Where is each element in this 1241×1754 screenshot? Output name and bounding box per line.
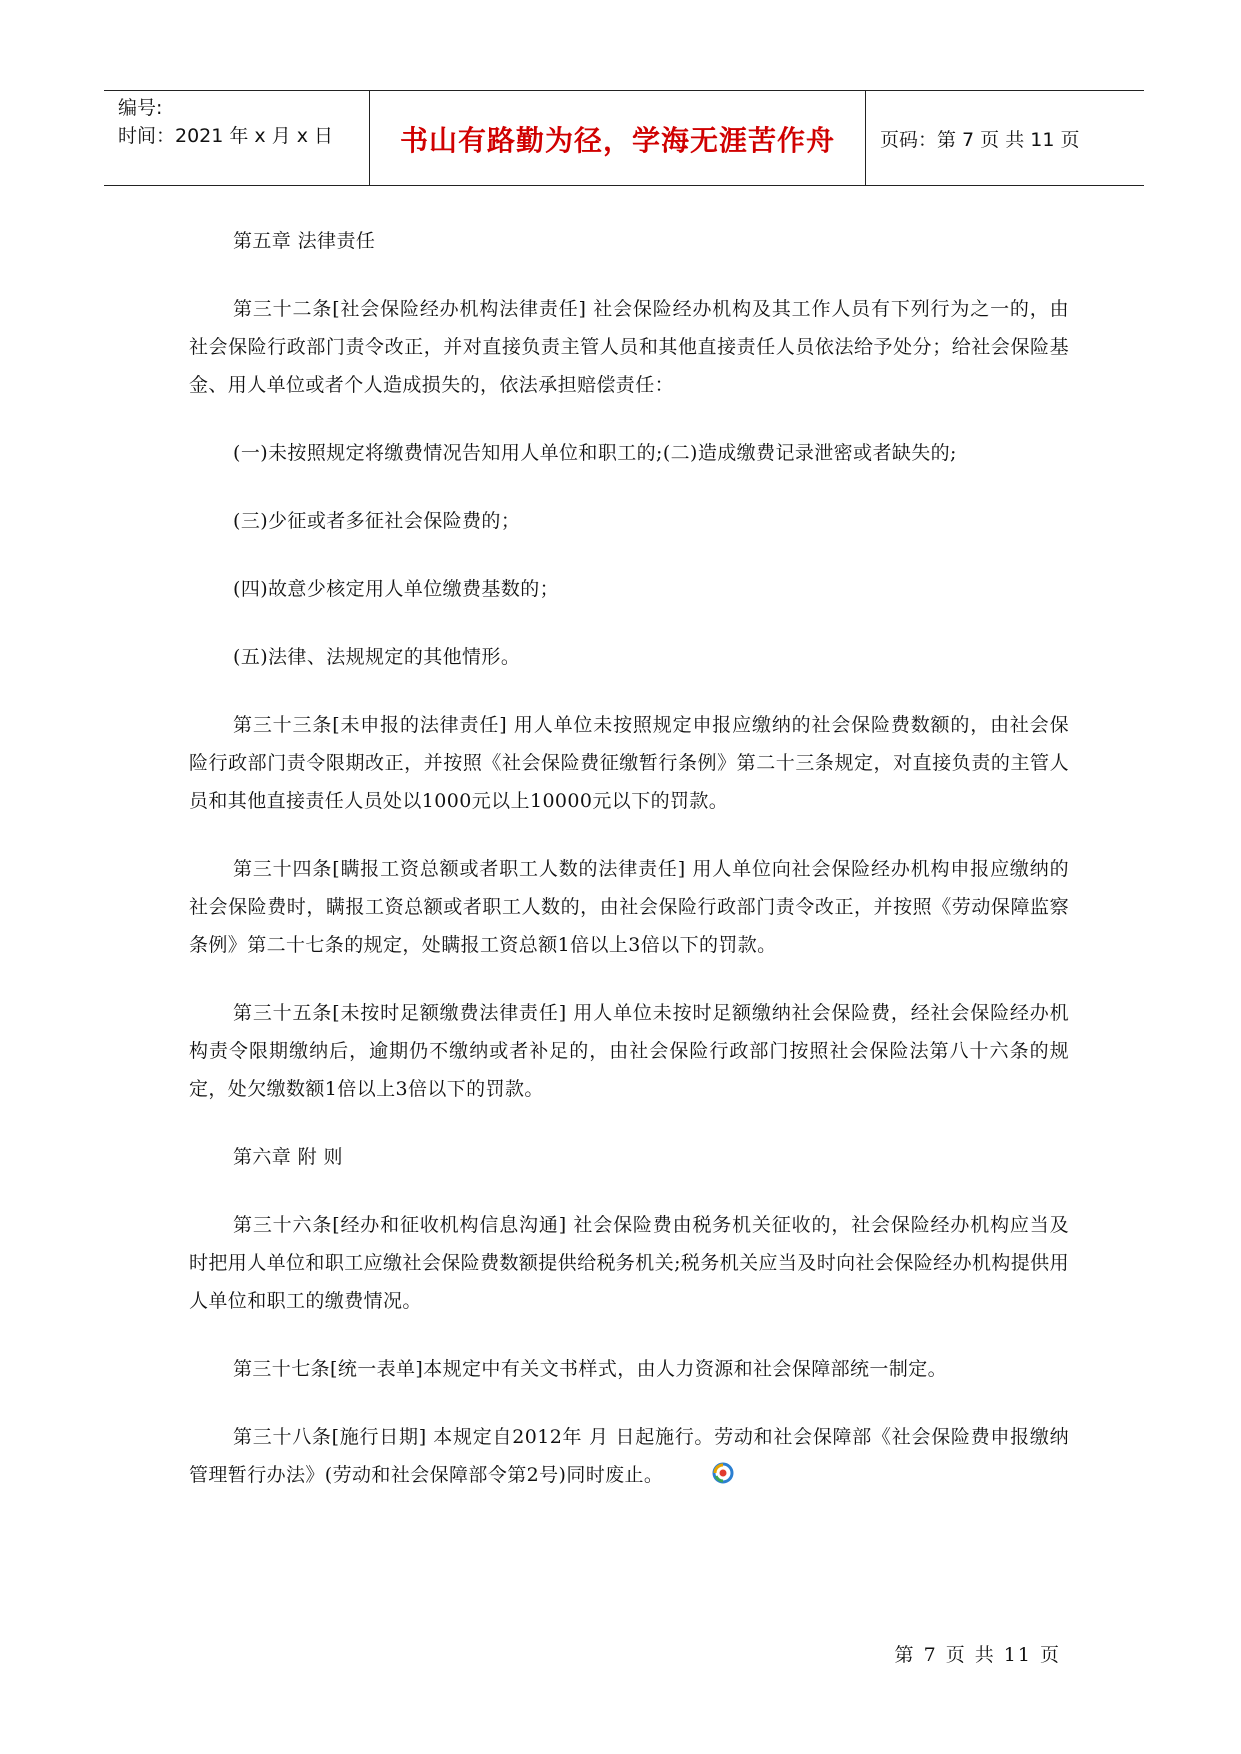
- article-38: [189, 1418, 1069, 1494]
- article-34: 第三十四条[瞒报工资总额或者职工人数的法律责任] 用人单位向社会保险经办机构申报应缴纳的社会保险费时，瞒报工资总额或者职工人数的，由社会保险行政部门责令改正，并按照《劳动保障监察条例》第二十七条的规定，处瞒报工资总额1倍以上3倍以下的罚款。: [189, 858, 1069, 956]
- header-motto-cell: [370, 91, 866, 185]
- article-32-item-5: (五)法律、法规规定的其他情形。: [233, 646, 521, 668]
- article-35: 第三十五条[未按时足额缴费法律责任] 用人单位未按时足额缴纳社会保险费，经社会保险经办机构责令限期缴纳后，逾期仍不缴纳或者补足的，由社会保险行政部门按照社会保险法第八十六条的规定，处欠缴数额1倍以上3倍以下的罚款。: [189, 1002, 1069, 1100]
- page-footer: 第 7 页 共 11 页: [894, 1644, 1061, 1666]
- document-header: [104, 90, 1144, 186]
- document-body: [189, 222, 1069, 1494]
- article-38-text: 第三十八条[施行日期] 本规定自2012年 月 日起施行。劳动和社会保障部《社会保险费申报缴纳管理暂行办法》(劳动和社会保障部令第2号)同时废止。: [189, 1426, 1069, 1486]
- article-32-item-1-2: (一)未按照规定将缴费情况告知用人单位和职工的;(二)造成缴费记录泄密或者缺失的;: [233, 442, 957, 464]
- article-32-item-4: (四)故意少核定用人单位缴费基数的；: [233, 578, 560, 600]
- article-32-item-3: (三)少征或者多征社会保险费的；: [233, 510, 521, 532]
- serial-number-label: 编号:: [118, 97, 163, 119]
- article-37: 第三十七条[统一表单]本规定中有关文书样式，由人力资源和社会保障部统一制定。: [233, 1358, 948, 1380]
- motto-text: 书山有路勤为径，学海无涯苦作舟: [399, 124, 835, 157]
- circular-logo-icon: [667, 1460, 691, 1484]
- article-32: 第三十二条[社会保险经办机构法律责任] 社会保险经办机构及其工作人员有下列行为之一的，由社会保险行政部门责令改正，并对直接负责主管人员和其他直接责任人员依法给予处分；给社会保险基金、用人单位或者个人造成损失的，依法承担赔偿责任：: [189, 298, 1069, 396]
- chapter-5-heading: 第五章 法律责任: [233, 230, 376, 252]
- article-36: 第三十六条[经办和征收机构信息沟通] 社会保险费由税务机关征收的，社会保险经办机构应当及时把用人单位和职工应缴社会保险费数额提供给税务机关;税务机关应当及时向社会保险经办机构提供用人单位和职工的缴费情况。: [189, 1214, 1069, 1312]
- header-page-cell: [866, 91, 1144, 185]
- header-page-number: 页码：第 7 页 共 11 页: [880, 129, 1080, 151]
- chapter-6-heading: 第六章 附 则: [233, 1146, 343, 1168]
- article-33: 第三十三条[未申报的法律责任] 用人单位未按照规定申报应缴纳的社会保险费数额的，由社会保险行政部门责令限期改正，并按照《社会保险费征缴暂行条例》第二十三条规定，对直接负责的主管人员和其他直接责任人员处以1000元以上10000元以下的罚款。: [189, 714, 1069, 812]
- header-info-cell: [104, 91, 370, 185]
- date-label: 时间：2021 年 x 月 x 日: [118, 125, 334, 147]
